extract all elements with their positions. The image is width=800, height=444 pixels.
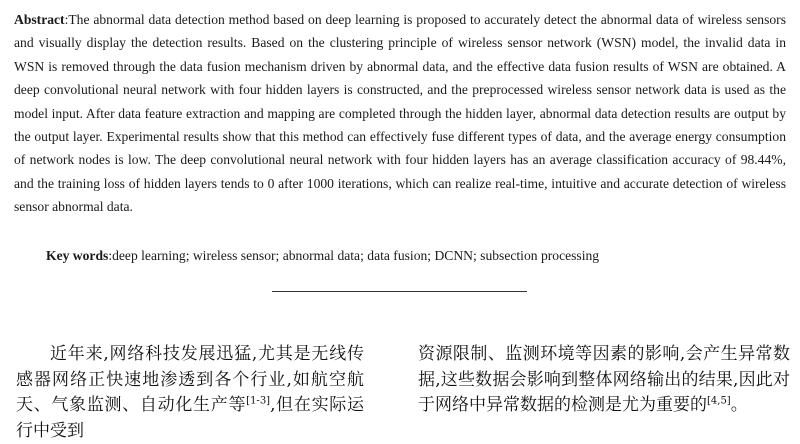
body-right-tail: 。 — [730, 395, 748, 415]
citation-right[interactable]: [4,5] — [707, 395, 731, 407]
abstract-text: The abnormal data detection method based on deep learning is proposed to accurately detect the abnormal data of wireless sensors and visually display the detection results. Based on the clustering principle of wireless sensor network (WSN) model, the invalid data in WSN is removed through the data fusion mechanism driven by abnormal data, and the effective data fusion results of WSN are obtained. A deep convolutional neural network with four hidden layers is constructed, and the preprocessed wireless sensor network data is used as the model input. After data feature extraction and mapping are completed through the hidden layer, abnormal data detection results are output by the output layer. Experimental results show that this method can effectively fuse different types of data, and the average energy consumption of network nodes is low. The deep convolutional neural network with four hidden layers has an average classification accuracy of 98.44%, and the training loss of hidden layers tends to 0 after 1000 iterations, which can realize real-time, intuitive and accurate detection of wireless sensor abnormal data. — [14, 12, 786, 215]
keywords-label: Key words — [46, 248, 109, 263]
abstract-label: Abstract — [14, 12, 65, 27]
keywords-line — [46, 244, 786, 267]
keywords-text: deep learning; wireless sensor; abnormal data; data fusion; DCNN; subsection processing — [112, 248, 600, 263]
keywords-separator: : — [108, 248, 113, 263]
body-right-text: 资源限制、监测环境等因素的影响,会产生异常数据,这些数据会影响到整体网络输出的结果,因此对于网络中异常数据的检测是尤为重要的 — [418, 344, 790, 415]
abstract-separator: : — [64, 12, 69, 27]
body-column-left — [16, 342, 364, 444]
abstract-paragraph — [14, 8, 786, 219]
body-column-right — [418, 342, 790, 419]
body-left-tail: ,但在实际运行中受到 — [16, 395, 365, 441]
section-divider — [272, 291, 527, 292]
body-left-text: 近年来,网络科技发展迅猛,尤其是无线传感器网络正快速地渗透到各个行业,如航空航天、气象监测、自动化生产等 — [16, 344, 364, 415]
citation-left[interactable]: [1-3] — [246, 395, 271, 407]
